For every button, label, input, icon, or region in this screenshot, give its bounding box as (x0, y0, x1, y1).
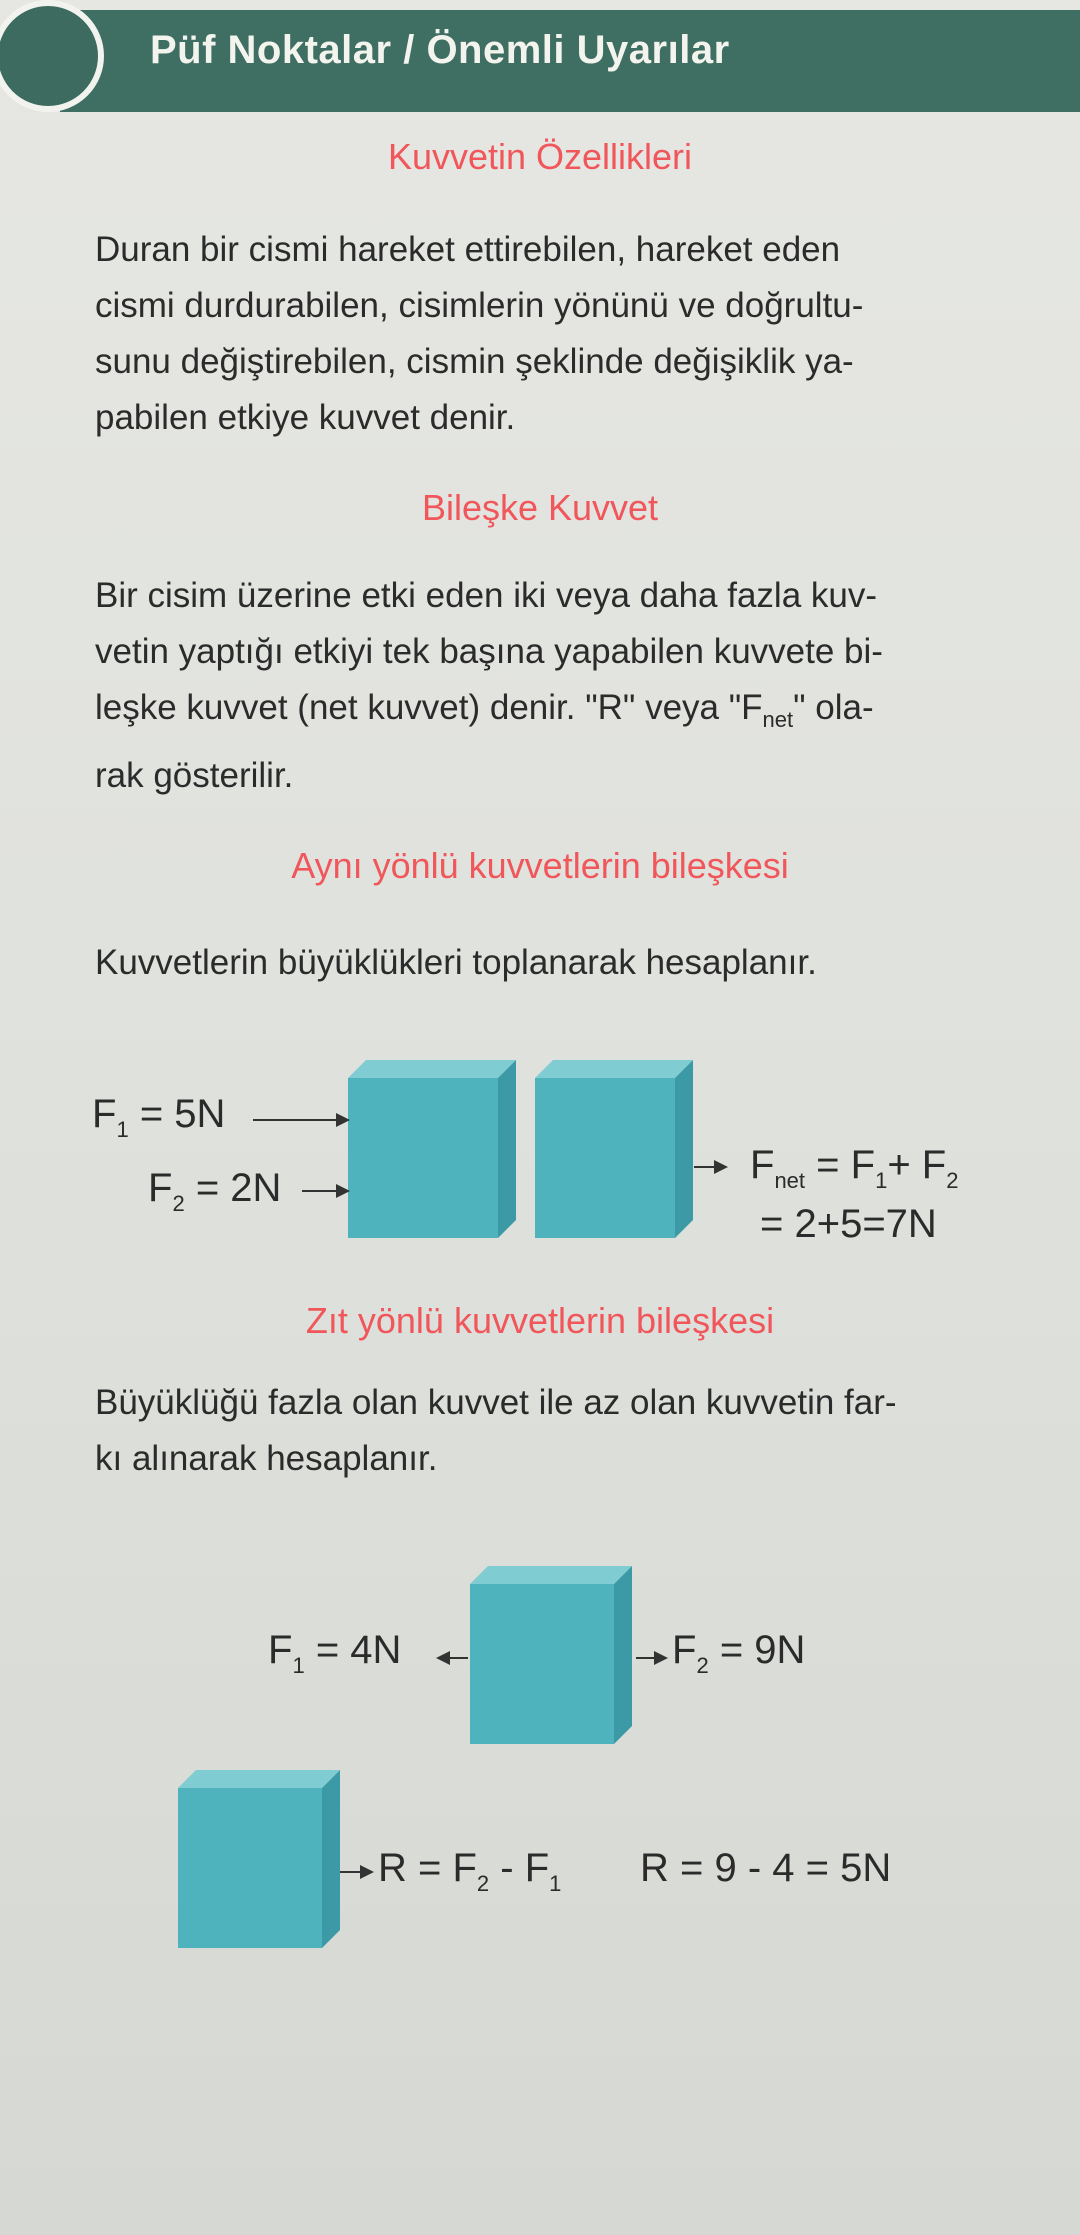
paragraph-ayni-yonlu (95, 935, 1035, 991)
text-line: Kuvvetlerin büyüklükleri toplanarak hesaplanır. (95, 943, 817, 982)
text-line: Büyüklüğü fazla olan kuvvet ile az olan kuvvetin far- (95, 1383, 897, 1422)
force-f2-label-2: $F_2 = 9N$ (672, 1628, 806, 1678)
force-f1-label-2: $F_1 = 4N$ (268, 1628, 402, 1678)
header-title: Püf Noktalar / Önemli Uyarılar (150, 28, 730, 72)
cube-block-3 (470, 1566, 632, 1746)
heading-zit-yonlu: Zıt yönlü kuvvetlerin bileşkesi (305, 1300, 775, 1341)
text-line: rak gösterilir. (95, 756, 294, 795)
text-line: kı alınarak hesaplanır. (95, 1439, 438, 1478)
arrow-right-icon (694, 1166, 724, 1168)
heading-ayni-yonlu: Aynı yönlü kuvvetlerin bileşkesi (291, 845, 789, 886)
heading-kuvvet-ozellikleri: Kuvvetin Özellikleri (387, 136, 693, 177)
force-f2-label: $F_2 = 2N$ (148, 1166, 282, 1216)
force-f1-label: $F_1 = 5N$ (92, 1092, 226, 1142)
arrow-right-icon (340, 1871, 370, 1873)
text-line: leşke kuvvet (net kuvvet) denir. "R" veya "$F_{net}$" ola- (95, 688, 874, 732)
arrow-right-icon (253, 1119, 346, 1121)
cube-block-4 (178, 1770, 340, 1950)
cube-block-2 (535, 1060, 693, 1240)
arrow-right-icon (302, 1190, 346, 1192)
resultant-formula: $R = F_2 - F_1$ (378, 1846, 562, 1896)
heading-bileske-kuvvet: Bileşke Kuvvet (421, 487, 659, 528)
paragraph-kuvvet-ozellikleri (95, 222, 1035, 446)
paragraph-zit-yonlu (95, 1375, 1035, 1487)
net-force-formula: $F_{net} = F_1+ F_2$ (750, 1143, 959, 1193)
text-line: pabilen etkiye kuvvet denir. (95, 398, 516, 437)
text-line: Bir cisim üzerine etki eden iki veya daha fazla kuv- (95, 576, 878, 615)
text-line: vetin yaptığı etkiyi tek başına yapabilen kuvvete bi- (95, 632, 883, 671)
cube-block-1 (348, 1060, 516, 1240)
arrow-right-icon (636, 1657, 664, 1659)
text-line: Duran bir cismi hareket ettirebilen, hareket eden (95, 230, 841, 269)
resultant-calculation: R = 9 - 4 = 5N (640, 1846, 892, 1890)
text-line: sunu değiştirebilen, cismin şeklinde değişiklik ya- (95, 342, 854, 381)
net-force-calculation: = 2+5=7N (760, 1202, 937, 1246)
paragraph-bileske-kuvvet (95, 568, 1035, 804)
arrow-left-icon (440, 1657, 468, 1659)
text-line: cismi durdurabilen, cisimlerin yönünü ve doğrultu- (95, 286, 864, 325)
